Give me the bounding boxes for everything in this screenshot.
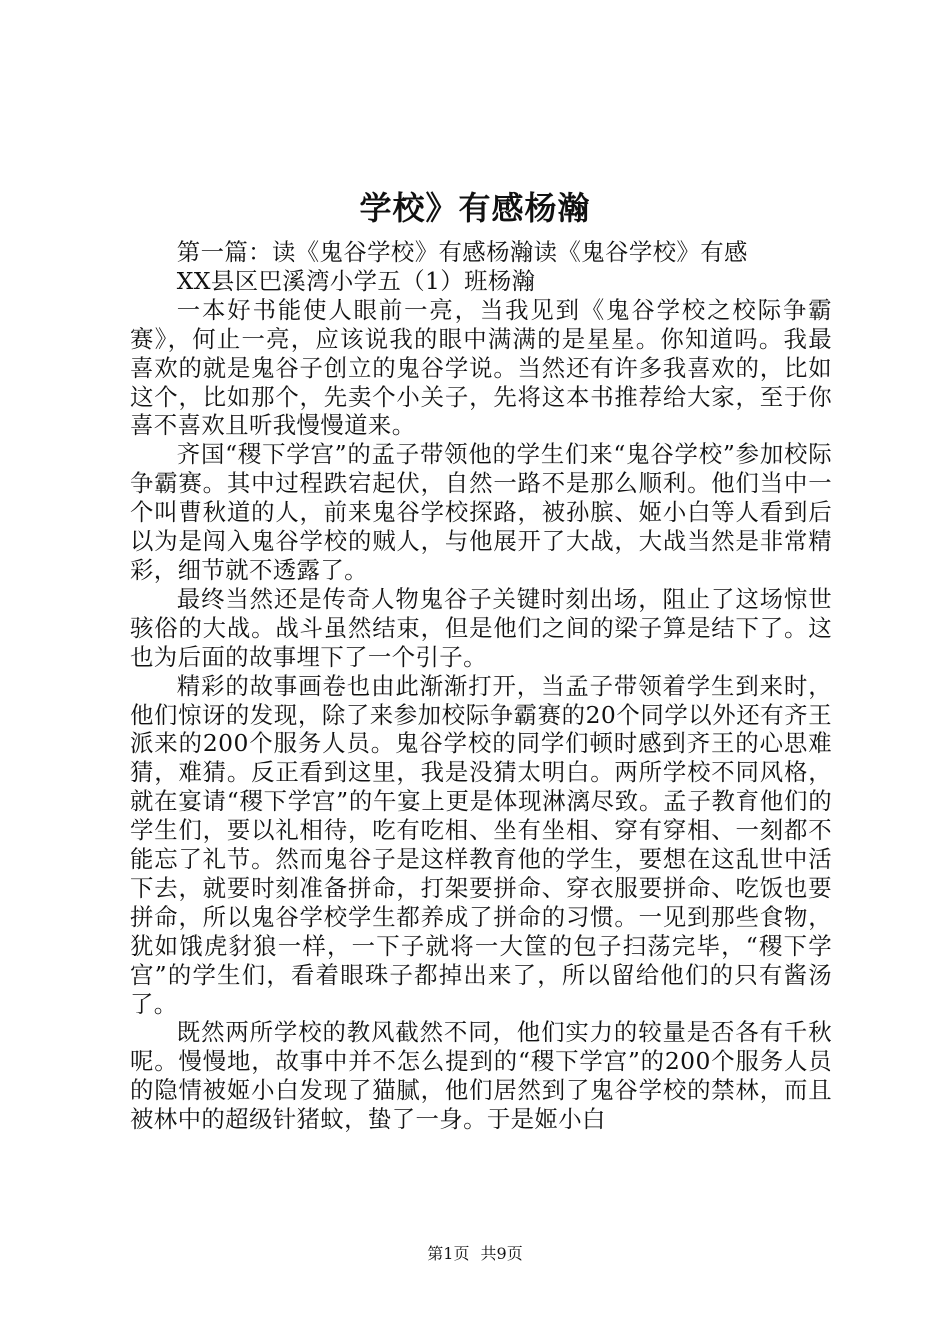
document-title: 学校》有感杨瀚 [359,189,591,227]
paragraph-author: XX县区巴溪湾小学五（1）班杨瀚 [176,266,536,295]
page-number: 第1页 [427,1244,470,1263]
paragraph: 一本好书能使人眼前一亮，当我见到《鬼谷学校之校际争霸赛》，何止一亮，应该说我的眼中满满的是星星。你知道吗。我最喜欢的就是鬼谷子创立的鬼谷学说。当然还有许多我喜欢的，比如这个，比如那个，先卖个小关子，先将这本书推荐给大家，至于你喜不喜欢且听我慢慢道来。 [130,295,832,440]
paragraph: 最终当然还是传奇人物鬼谷子关键时刻出场，阻止了这场惊世骇俗的大战。战斗虽然结束，但是他们之间的梁子算是结下了。这也为后面的故事埋下了一个引子。 [130,584,832,671]
page-total: 共9页 [480,1244,523,1263]
paragraph: 精彩的故事画卷也由此渐渐打开，当孟子带领着学生到来时，他们惊讶的发现，除了来参加校际争霸赛的20个同学以外还有齐王派来的200个服务人员。鬼谷学校的同学们顿时感到齐王的心思难猜，难猜。反正看到这里，我是没猜太明白。两所学校不同风格，就在宴请“稷下学宫”的午宴上更是体现淋漓尽致。孟子教育他们的学生们，要以礼相待，吃有吃相、坐有坐相、穿有穿相、一刻都不能忘了礼节。然而鬼谷子是这样教育他的学生，要想在这乱世中活下去，就要时刻准备拼命，打架要拼命、穿衣服要拼命、吃饭也要拼命，所以鬼谷学校学生都养成了拼命的习惯。一见到那些食物，犹如饿虎豺狼一样，一下子就将一大筐的包子扫荡完毕，“稷下学宫”的学生们，看着眼珠子都掉出来了，所以留给他们的只有酱汤了。 [130,671,832,1018]
paragraph: 齐国“稷下学宫”的孟子带领他的学生们来“鬼谷学校”参加校际争霸赛。其中过程跌宕起伏，自然一路不是那么顺利。他们当中一个叫曹秋道的人，前来鬼谷学校探路，被孙膑、姬小白等人看到后以为是闯入鬼谷学校的贼人，与他展开了大战，大战当然是非常精彩，细节就不透露了。 [130,440,832,584]
page-footer [0,1243,950,1265]
paragraph-heading: 第一篇：读《鬼谷学校》有感杨瀚读《鬼谷学校》有感 [176,238,748,266]
paragraph: 既然两所学校的教风截然不同，他们实力的较量是否各有千秋呢。慢慢地，故事中并不怎么提到的“稷下学宫”的200个服务人员的隐情被姬小白发现了猫腻，他们居然到了鬼谷学校的禁林，而且被林中的超级针猪蚊，蛰了一身。于是姬小白 [130,1018,832,1134]
document-body [130,238,832,1134]
